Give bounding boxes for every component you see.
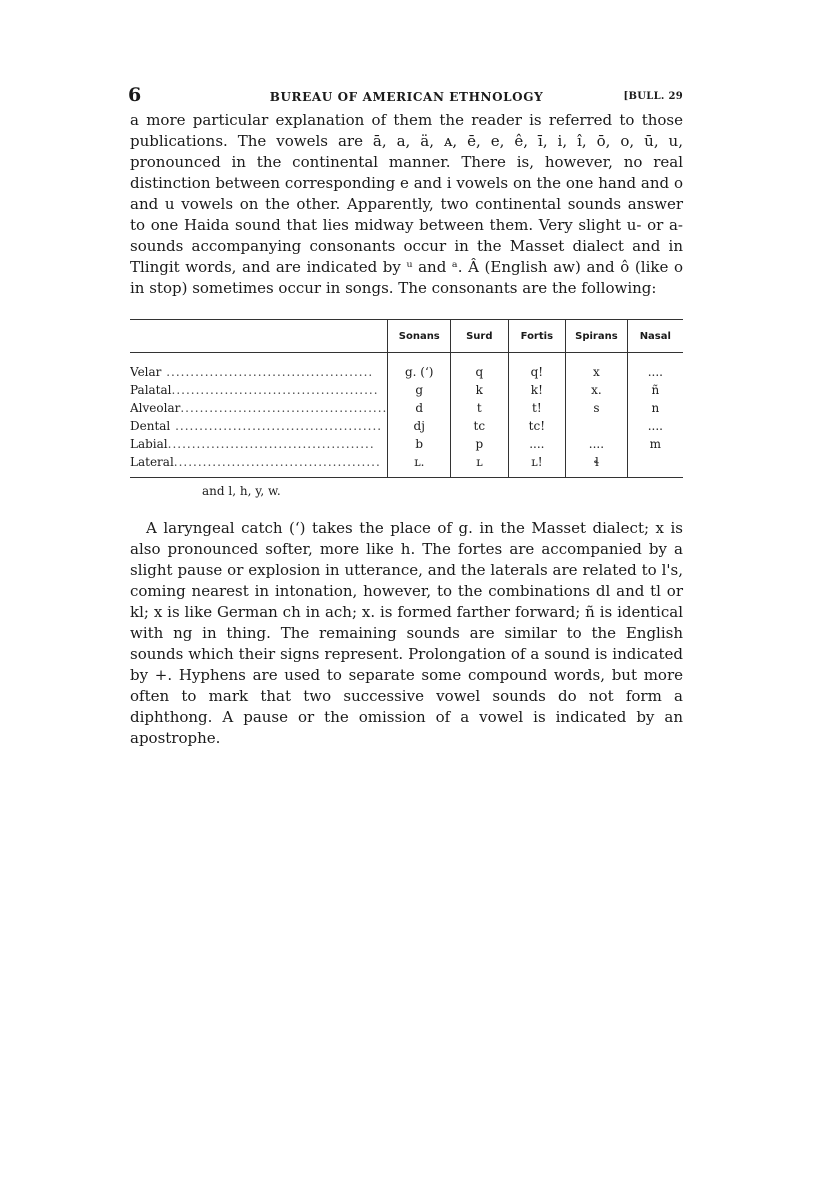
page <box>128 84 683 749</box>
table-cell: d <box>388 399 451 417</box>
header-cell-nasal: Nasal <box>627 320 683 353</box>
table-header-row <box>130 320 683 353</box>
table-row <box>130 417 683 435</box>
leader-dots: ........................................... <box>171 383 379 397</box>
table-cell: k! <box>508 381 566 399</box>
table-row <box>130 399 683 417</box>
table-cell: .... <box>508 435 566 453</box>
row-label: Velar <box>130 365 162 379</box>
table-cell: q <box>451 353 508 382</box>
table-cell: k <box>451 381 508 399</box>
table-cell: m <box>627 435 683 453</box>
page-number: 6 <box>128 84 142 106</box>
table-cell: n <box>627 399 683 417</box>
paragraph-consonants: A laryngeal catch (ʻ) takes the place of g. in the Masset dialect; x is also pronounced softer, more like h. The fortes are accompanied by a slight pause or explosion in utterance, and the laterals are related to l's, coming nearest in intonation, however, to the combinations dl and tl or kl; x is like German ch in ach; x. is formed farther forward; ñ is identical with ng in thing. The remaining sounds are similar to the English sounds which their signs represent. Prolongation of a sound is indicated by +. Hyphens are used to separate some compound words, but more often to mark that two successive vowel sounds do not form a diphthong. A pause or the omission of a vowel is indicated by an apostrophe. <box>130 519 683 747</box>
table-cell: s <box>566 399 627 417</box>
header-cell-fortis: Fortis <box>508 320 566 353</box>
header-cell-surd: Surd <box>451 320 508 353</box>
table-row <box>130 381 683 399</box>
table-cell: ñ <box>627 381 683 399</box>
header-cell-sonans: Sonans <box>388 320 451 353</box>
table-cell: x. <box>566 381 627 399</box>
leader-dots: ........................................... <box>167 437 375 451</box>
table-cell <box>566 417 627 435</box>
table-row <box>130 435 683 453</box>
leader-dots: ........................................... <box>173 455 381 469</box>
table-row <box>130 453 683 478</box>
leader-dots: ........................................... <box>180 401 388 415</box>
table-cell: q! <box>508 353 566 382</box>
leader-dots: ........................................... <box>170 419 383 433</box>
table-cell: .... <box>627 417 683 435</box>
table-cell: x <box>566 353 627 382</box>
table-cell: ɬ <box>566 453 627 478</box>
table-cell: g. (ʻ) <box>388 353 451 382</box>
table-row <box>130 353 683 382</box>
table-note: and l, h, y, w. <box>202 484 281 498</box>
header-cell-spirans: Spirans <box>566 320 627 353</box>
table-cell: .... <box>566 435 627 453</box>
table-cell: ʟ <box>451 453 508 478</box>
table-cell: tc! <box>508 417 566 435</box>
table-cell: ʟ. <box>388 453 451 478</box>
table-cell: t! <box>508 399 566 417</box>
table-cell: p <box>451 435 508 453</box>
leader-dots: ........................................... <box>161 365 374 379</box>
consonant-table <box>130 319 683 478</box>
table-cell: b <box>388 435 451 453</box>
row-label: Lateral <box>130 455 174 469</box>
paragraph-vowels: a more particular explanation of them the reader is referred to those publications. The vowels are ā, a, ä, ᴀ, ē, e, ê, ī, i, î, ō, o, ū, u, pronounced in the continental manner. There is, however, no real distinction between corresponding e and i vowels on the one hand and o and u vowels on the other. Apparently, two continental sounds answer to one Haida sound that lies midway between them. Very slight u- or a- sounds accompanying consonants occur in the Masset dialect and in Tlingit words, and are indicated by ᵘ and ᵃ. Â (English aw) and ô (like o in stop) sometimes occur in songs. The consonants are the following: <box>130 111 683 297</box>
table-cell: dj <box>388 417 451 435</box>
table-cell: tc <box>451 417 508 435</box>
consonant-table-wrap <box>130 319 683 502</box>
table-cell: .... <box>627 353 683 382</box>
row-label: Alveolar <box>130 401 181 415</box>
table-cell <box>627 453 683 478</box>
row-label: Labial <box>130 437 168 451</box>
row-label: Dental <box>130 419 171 433</box>
header-cell <box>130 320 388 353</box>
bulletin-reference: [BULL. 29 <box>623 91 683 102</box>
table-cell: ʟ! <box>508 453 566 478</box>
running-title: BUREAU OF AMERICAN ETHNOLOGY <box>269 90 544 104</box>
row-label: Palatal <box>130 383 172 397</box>
table-cell: t <box>451 399 508 417</box>
running-header <box>128 84 683 110</box>
table-cell: g <box>388 381 451 399</box>
